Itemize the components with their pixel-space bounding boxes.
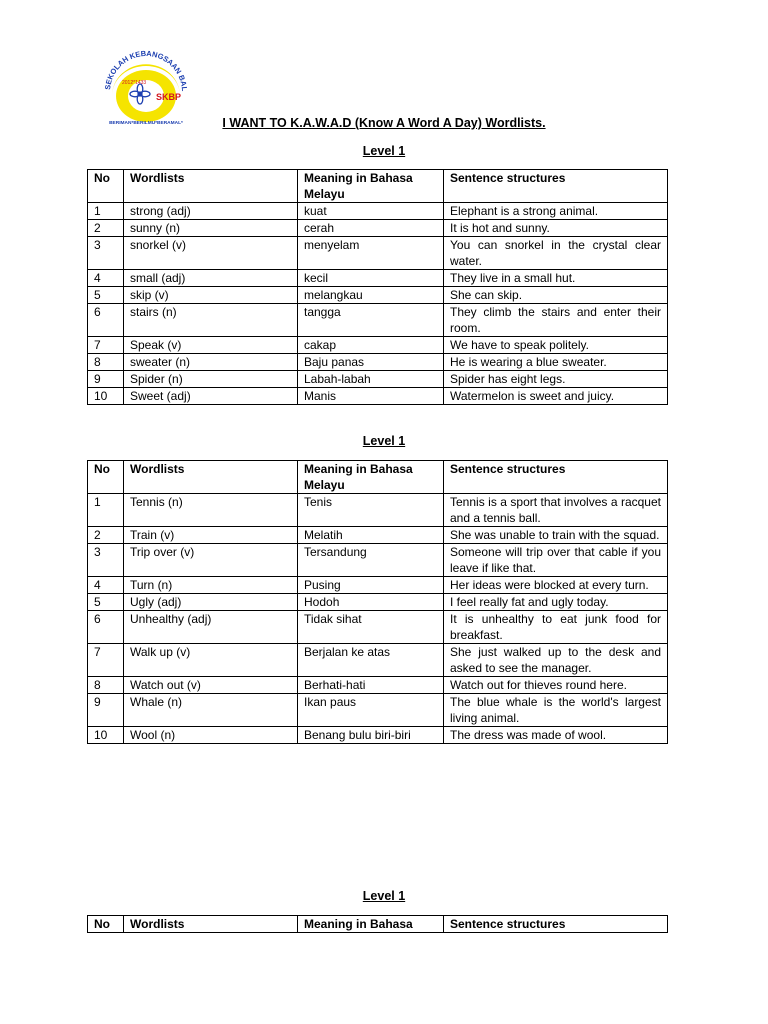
cell-sentence: Spider has eight legs. xyxy=(444,371,668,388)
cell-no: 8 xyxy=(88,677,124,694)
cell-sentence: They climb the stairs and enter their room. xyxy=(444,304,668,337)
cell-sentence: It is hot and sunny. xyxy=(444,220,668,237)
cell-wordlist: skip (v) xyxy=(124,287,298,304)
logo-school-name: SEKOLAH KEBANGSAAN BAL xyxy=(103,48,190,92)
cell-meaning: Labah-labah xyxy=(298,371,444,388)
cell-sentence: She was unable to train with the squad. xyxy=(444,527,668,544)
cell-sentence: I feel really fat and ugly today. xyxy=(444,594,668,611)
cell-wordlist: Unhealthy (adj) xyxy=(124,611,298,644)
cell-no: 2 xyxy=(88,527,124,544)
wordlist-table xyxy=(87,915,668,933)
table-header-row xyxy=(88,170,668,203)
cell-meaning: Ikan paus xyxy=(298,694,444,727)
table-header-row xyxy=(88,916,668,933)
cell-sentence: Someone will trip over that cable if you leave if like that. xyxy=(444,544,668,577)
cell-wordlist: Wool (n) xyxy=(124,727,298,744)
cell-no: 5 xyxy=(88,287,124,304)
header-meaning: Meaning in Bahasa xyxy=(298,916,444,933)
table-row xyxy=(88,577,668,594)
cell-no: 10 xyxy=(88,727,124,744)
header-wordlists: Wordlists xyxy=(124,170,298,203)
cell-meaning: Berjalan ke atas xyxy=(298,644,444,677)
header-meaning: Meaning in Bahasa Melayu xyxy=(298,170,444,203)
cell-wordlist: strong (adj) xyxy=(124,203,298,220)
cell-wordlist: Train (v) xyxy=(124,527,298,544)
cell-meaning: Berhati-hati xyxy=(298,677,444,694)
cell-wordlist: Watch out (v) xyxy=(124,677,298,694)
cell-wordlist: Walk up (v) xyxy=(124,644,298,677)
cell-meaning: Tidak sihat xyxy=(298,611,444,644)
table-row xyxy=(88,527,668,544)
table-row xyxy=(88,270,668,287)
cell-meaning: Tersandung xyxy=(298,544,444,577)
table-row xyxy=(88,677,668,694)
cell-wordlist: snorkel (v) xyxy=(124,237,298,270)
cell-no: 3 xyxy=(88,237,124,270)
table-row xyxy=(88,644,668,677)
cell-sentence: The dress was made of wool. xyxy=(444,727,668,744)
header-no: No xyxy=(88,170,124,203)
table-row xyxy=(88,544,668,577)
header-sentence: Sentence structures xyxy=(444,461,668,494)
cell-meaning: kecil xyxy=(298,270,444,287)
cell-wordlist: sunny (n) xyxy=(124,220,298,237)
cell-no: 8 xyxy=(88,354,124,371)
cell-wordlist: Sweet (adj) xyxy=(124,388,298,405)
cell-wordlist: Tennis (n) xyxy=(124,494,298,527)
cell-sentence: The blue whale is the world's largest living animal. xyxy=(444,694,668,727)
cell-no: 1 xyxy=(88,494,124,527)
cell-wordlist: stairs (n) xyxy=(124,304,298,337)
header-no: No xyxy=(88,461,124,494)
cell-sentence: Her ideas were blocked at every turn. xyxy=(444,577,668,594)
table-row xyxy=(88,388,668,405)
cell-no: 7 xyxy=(88,644,124,677)
table-row xyxy=(88,237,668,270)
cell-meaning: tangga xyxy=(298,304,444,337)
document-title: I WANT TO K.A.W.A.D (Know A Word A Day) Wordlists. xyxy=(222,116,546,130)
cell-sentence: They live in a small hut. xyxy=(444,270,668,287)
table-row xyxy=(88,594,668,611)
cell-sentence: Watermelon is sweet and juicy. xyxy=(444,388,668,405)
logo-years: 2012*1433 xyxy=(122,80,147,86)
cell-wordlist: sweater (n) xyxy=(124,354,298,371)
cell-wordlist: small (adj) xyxy=(124,270,298,287)
cell-meaning: Melatih xyxy=(298,527,444,544)
table-header-row xyxy=(88,461,668,494)
header-no: No xyxy=(88,916,124,933)
table-row xyxy=(88,494,668,527)
logo-badge: SKBP xyxy=(156,92,182,102)
cell-wordlist: Ugly (adj) xyxy=(124,594,298,611)
cell-wordlist: Turn (n) xyxy=(124,577,298,594)
cell-sentence: You can snorkel in the crystal clear water. xyxy=(444,237,668,270)
cell-meaning: melangkau xyxy=(298,287,444,304)
cell-no: 7 xyxy=(88,337,124,354)
table-row xyxy=(88,220,668,237)
cell-no: 4 xyxy=(88,270,124,287)
cell-sentence: We have to speak politely. xyxy=(444,337,668,354)
table-row xyxy=(88,694,668,727)
header-sentence: Sentence structures xyxy=(444,170,668,203)
cell-no: 9 xyxy=(88,371,124,388)
cell-no: 6 xyxy=(88,611,124,644)
cell-sentence: Watch out for thieves round here. xyxy=(444,677,668,694)
cell-meaning: Pusing xyxy=(298,577,444,594)
cell-no: 10 xyxy=(88,388,124,405)
cell-meaning: Tenis xyxy=(298,494,444,527)
cell-sentence: It is unhealthy to eat junk food for breakfast. xyxy=(444,611,668,644)
table-row xyxy=(88,354,668,371)
cell-meaning: Baju panas xyxy=(298,354,444,371)
wordlist-table xyxy=(87,169,668,405)
cell-no: 6 xyxy=(88,304,124,337)
level-heading: Level 1 xyxy=(362,889,406,903)
table-row xyxy=(88,203,668,220)
cell-meaning: Manis xyxy=(298,388,444,405)
cell-meaning: kuat xyxy=(298,203,444,220)
cell-meaning: Benang bulu biri-biri xyxy=(298,727,444,744)
header-meaning: Meaning in Bahasa Melayu xyxy=(298,461,444,494)
cell-no: 9 xyxy=(88,694,124,727)
header-wordlists: Wordlists xyxy=(124,461,298,494)
cell-wordlist: Spider (n) xyxy=(124,371,298,388)
cell-no: 3 xyxy=(88,544,124,577)
cell-sentence: She just walked up to the desk and asked to see the manager. xyxy=(444,644,668,677)
table-row xyxy=(88,337,668,354)
cell-meaning: cakap xyxy=(298,337,444,354)
cell-no: 4 xyxy=(88,577,124,594)
wordlist-table xyxy=(87,460,668,744)
level-heading: Level 1 xyxy=(362,144,406,158)
table-row xyxy=(88,304,668,337)
cell-sentence: Tennis is a sport that involves a racquet and a tennis ball. xyxy=(444,494,668,527)
cell-wordlist: Speak (v) xyxy=(124,337,298,354)
cell-wordlist: Whale (n) xyxy=(124,694,298,727)
cell-sentence: He is wearing a blue sweater. xyxy=(444,354,668,371)
header-wordlists: Wordlists xyxy=(124,916,298,933)
table-row xyxy=(88,287,668,304)
table-row xyxy=(88,727,668,744)
table-row xyxy=(88,611,668,644)
cell-no: 5 xyxy=(88,594,124,611)
cell-meaning: cerah xyxy=(298,220,444,237)
cell-no: 2 xyxy=(88,220,124,237)
table-row xyxy=(88,371,668,388)
cell-wordlist: Trip over (v) xyxy=(124,544,298,577)
cell-meaning: Hodoh xyxy=(298,594,444,611)
level-heading: Level 1 xyxy=(362,434,406,448)
cell-meaning: menyelam xyxy=(298,237,444,270)
cell-no: 1 xyxy=(88,203,124,220)
cell-sentence: Elephant is a strong animal. xyxy=(444,203,668,220)
header-sentence: Sentence structures xyxy=(444,916,668,933)
cell-sentence: She can skip. xyxy=(444,287,668,304)
logo-motto: BERIMAN*BERILMU*BERAMAL* xyxy=(109,121,183,126)
